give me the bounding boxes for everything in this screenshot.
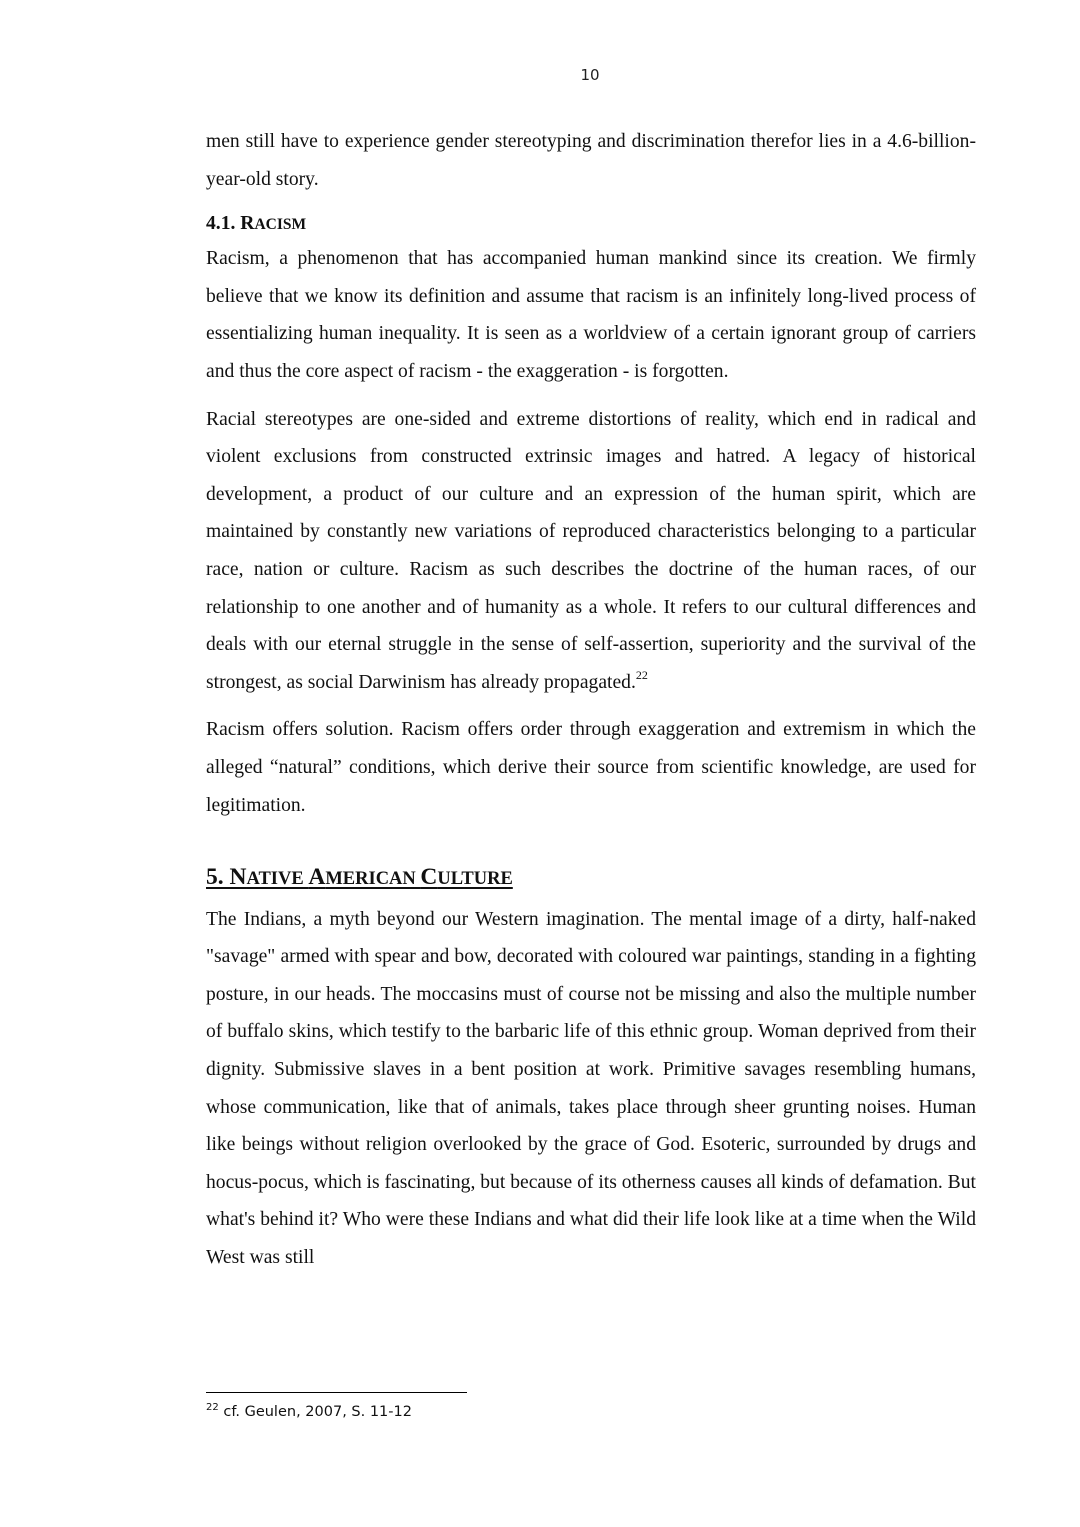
heading-word2-rest: MERICAN [325,869,421,890]
page-body [206,123,976,1277]
racism-paragraph-3: Racism offers solution. Racism offers order through exaggeration and extremism in which the alleged “natural” conditions, which derive their source from scientific knowledge, are used for legitimation. [206,719,976,816]
section-heading-native-american-culture [206,860,513,896]
heading-word3-initial: C [420,864,438,891]
section-number: 5. [206,864,230,891]
footnote-text: cf. Geulen, 2007, S. 11-12 [218,1404,412,1420]
footnote-reference: 22 [635,667,648,682]
racism-paragraph-1: Racism, a phenomenon that has accompanied human mankind since its creation. We firmly believe that we know its definition and assume that racism is an infinitely long-lived process of essentializing human inequality. It is seen as a worldview of a certain ignorant group of carriers and thus the core aspect of racism - the exaggeration - is forgotten. [206,248,976,382]
section-title-rest: ACISM [254,216,307,234]
heading-word1-rest: ATIVE [246,869,309,890]
native-american-paragraph: The Indians, a myth beyond our Western imagination. The mental image of a dirty, half-naked "savage" armed with spear and bow, decorated with coloured war paintings, standing in a fighting posture, in our heads. The moccasins must of course not be missing and also the multiple number of buffalo skins, which testify to the barbaric life of this ethnic group. Woman deprived from their dignity. Submissive slaves in a bent position at work. Primitive savages resembling humans, whose communication, like that of animals, takes place through sheer grunting noises. Human like beings without religion overlooked by the grace of God. Esoteric, surrounded by drugs and hocus-pocus, which is fascinating, but because of its otherness causes all kinds of defamation. But what's behind it? Who were these Indians and what did their life look like at a time when the Wild West was still [206,908,976,1269]
footnote-divider [206,1392,467,1393]
heading-word3-rest: ULTURE [437,869,513,890]
intro-paragraph: men still have to experience gender stereotyping and discrimination therefor lies in a 4.6-billion-year-old story. [206,131,976,190]
section-heading-racism [206,209,976,240]
footnote [206,1404,412,1420]
racism-paragraph-2 [206,401,976,702]
heading-word1-initial: N [229,864,247,891]
heading-word2-initial: A [308,864,326,891]
paragraph-text: Racial stereotypes are one-sided and extreme distortions of reality, which end in radical and violent exclusions from constructed extrinsic images and hatred. A legacy of historical development, a product of our culture and an expression of the human spirit, which are maintained by constantly new variations of reproduced characteristics belonging to a particular race, nation or culture. Racism as such describes the doctrine of the human races, of our relationship to one another and of humanity as a whole. It refers to our cultural differences and deals with our eternal struggle in the sense of self-assertion, superiority and the survival of the strongest, as social Darwinism has already propagated. [206,408,976,693]
footnote-number: 22 [206,1402,219,1413]
section-number: 4.1. [206,213,241,235]
page-number: 10 [580,66,600,84]
section-title-initial: R [240,213,255,235]
